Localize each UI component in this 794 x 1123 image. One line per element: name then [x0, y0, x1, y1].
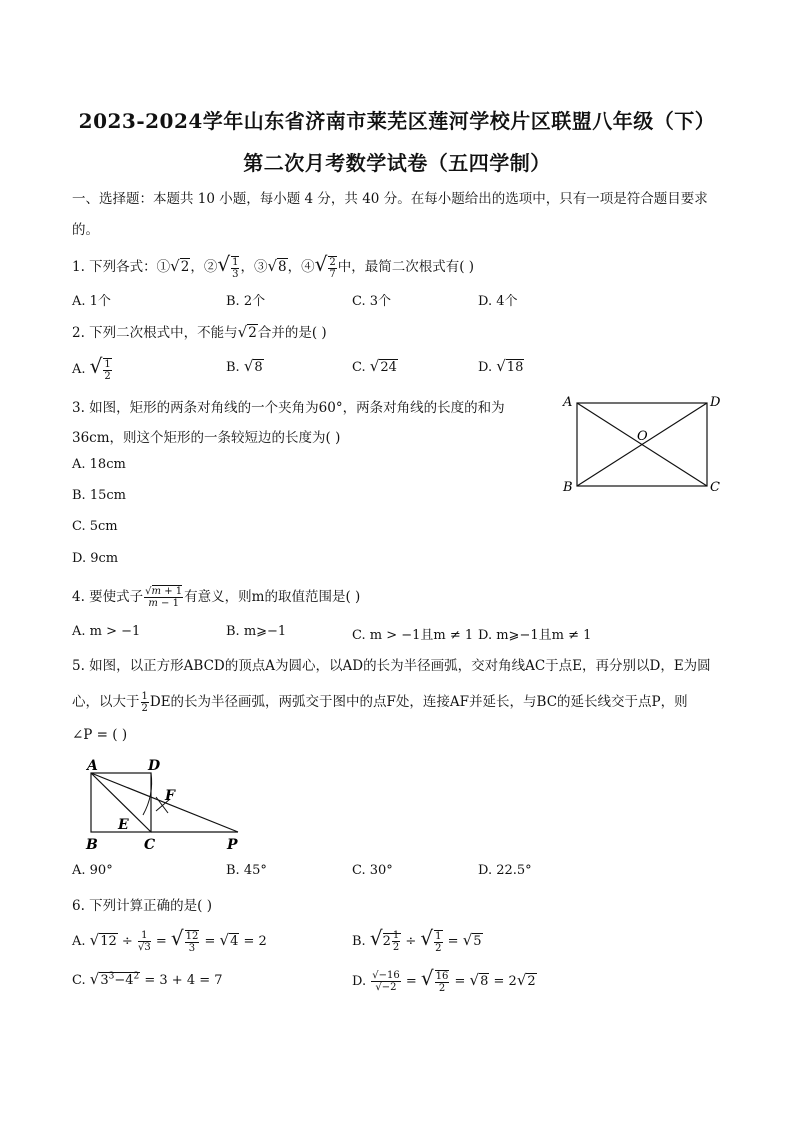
q6-option-a[interactable]: A. √12 ÷ $\frac{1}{√3}$ = √ $\frac{12}{3}$ = √4 = 2 [72, 926, 267, 954]
section-instructions-line2: 的。 [72, 222, 99, 238]
q2-option-c-label: C. [352, 360, 366, 375]
q5-half-fraction: $\frac{1}{2}$ [141, 691, 148, 714]
question-5-stem-line2 [72, 690, 688, 714]
q1-expr-4: √ $\frac{2}{7}$ [314, 252, 336, 280]
q4-stem-suffix: 有意义，则m的取值范围是( ) [184, 589, 361, 605]
exam-title-line2: 第二次月考数学试卷（五四学制） [243, 151, 551, 175]
label-f: F [165, 788, 175, 804]
label-c: C [144, 837, 156, 850]
q6-option-b[interactable]: B. √2 $\frac{1}{2}$ ÷ √ $\frac{1}{2}$ = √5 [352, 926, 482, 954]
q6-option-d[interactable]: D. $\frac{√-16}{√-2}$ = √ $\frac{16}{2}$ = √8 = 2√2 [352, 966, 536, 994]
section-instructions-line1: 一、选择题：本题共 10 小题，每小题 4 分，共 40 分。在每小题给出的选项中，只有一项是符合题目要求 [72, 191, 708, 207]
q1-option-a[interactable]: A. 1个 [72, 294, 111, 309]
label-d: D [148, 758, 161, 774]
label-b: B [86, 837, 98, 850]
q1-expr-3: √8 [267, 257, 287, 275]
label-c: C [710, 480, 720, 495]
label-d: D [710, 395, 721, 410]
q6-option-a-label: A. [72, 934, 86, 949]
q5-option-a[interactable]: A. 90° [72, 863, 113, 878]
q1-option-d[interactable]: D. 4个 [478, 294, 518, 309]
q2-option-d-label: D. [478, 360, 493, 375]
q5-option-d[interactable]: D. 22.5° [478, 863, 532, 878]
q2-option-a[interactable]: A. √ $\frac{1}{2}$ [72, 354, 111, 382]
question-3-stem-line1: 3. 如图，矩形的两条对角线的一个夹角为60°，两条对角线的长度的和为 [72, 400, 505, 416]
q5-line2-suffix: DE的长为半径画弧，两弧交于图中的点F处，连接AF并延长，与BC的延长线交于点P，则 [149, 694, 688, 710]
question-4-stem [72, 585, 360, 609]
q2-option-d[interactable]: D. √18 [478, 357, 524, 375]
q2-stem-prefix: 2. 下列二次根式中，不能与 [72, 325, 238, 341]
label-e: E [118, 817, 129, 833]
question-5-stem-line3: ∠P = ( ) [72, 727, 128, 743]
label-a: A [563, 395, 573, 410]
question-1-stem: 1. 下列各式：①√2，②√ $\frac{1}{3}$ ，③√8，④√ $\frac{2}{7}$ 中，最简二次根式有( ) [72, 252, 475, 280]
question-5-stem-line1: 5. 如图，以正方形ABCD的顶点A为圆心，以AD的长为半径画弧，交对角线AC于点E，再分别以D，E为圆 [72, 658, 711, 674]
q5-option-c[interactable]: C. 30° [352, 863, 393, 878]
q2-option-b-label: B. [226, 360, 240, 375]
exam-title-line1: 2023-2024学年山东省济南市莱芜区莲河学校片区联盟八年级（下） [78, 109, 716, 133]
q2-option-b[interactable]: B. √8 [226, 357, 263, 375]
q4-stem-prefix: 4. 要使式子 [72, 589, 144, 605]
q1-stem-suffix: 中，最简二次根式有( ) [337, 259, 475, 275]
question-6-stem: 6. 下列计算正确的是( ) [72, 898, 212, 914]
q2-option-c[interactable]: C. √24 [352, 357, 397, 375]
q2-stem-suffix: 合并的是( ) [257, 325, 327, 341]
q4-option-d[interactable]: D. m⩾−1且m ≠ 1 [478, 628, 592, 643]
q3-option-c[interactable]: C. 5cm [72, 519, 118, 534]
label-b: B [563, 480, 573, 495]
question-2-stem [72, 321, 327, 341]
q6-option-c-label: C. [72, 973, 86, 988]
label-a: A [87, 758, 98, 774]
q5-square-figure [82, 755, 252, 850]
q6-option-c[interactable]: C. $√3^3-4^2 = 3 + 4 = 7$ [72, 970, 223, 988]
q3-option-d[interactable]: D. 9cm [72, 551, 119, 566]
q4-option-c[interactable]: C. m > −1且m ≠ 1 [352, 628, 474, 643]
q1-expr-2: √ $\frac{1}{3}$ [217, 252, 239, 280]
label-o: O [637, 429, 648, 444]
q4-option-a[interactable]: A. m > −1 [72, 624, 141, 639]
q4-expression: $\frac{√m + 1}{m - 1}$ [145, 586, 183, 609]
q5-line2-prefix: 心，以大于 [72, 694, 140, 710]
q3-option-b[interactable]: B. 15cm [72, 488, 126, 503]
q1-stem-prefix: 1. 下列各式：① [72, 259, 171, 275]
q3-option-a[interactable]: A. 18cm [72, 457, 126, 472]
q2-sqrt2: √2 [237, 323, 257, 341]
q4-option-b[interactable]: B. m⩾−1 [226, 624, 287, 639]
question-3-stem-line2: 36cm，则这个矩形的一条较短边的长度为( ) [72, 430, 341, 446]
q2-option-a-label: A. [72, 362, 86, 377]
q1-option-c[interactable]: C. 3个 [352, 294, 392, 309]
q1-expr-1: √2 [170, 257, 190, 275]
label-p: P [227, 837, 238, 850]
q1-option-b[interactable]: B. 2个 [226, 294, 266, 309]
q6-option-d-label: D. [352, 974, 367, 989]
q6-option-b-label: B. [352, 934, 366, 949]
q3-rectangle-figure [555, 390, 730, 495]
q5-option-b[interactable]: B. 45° [226, 863, 267, 878]
